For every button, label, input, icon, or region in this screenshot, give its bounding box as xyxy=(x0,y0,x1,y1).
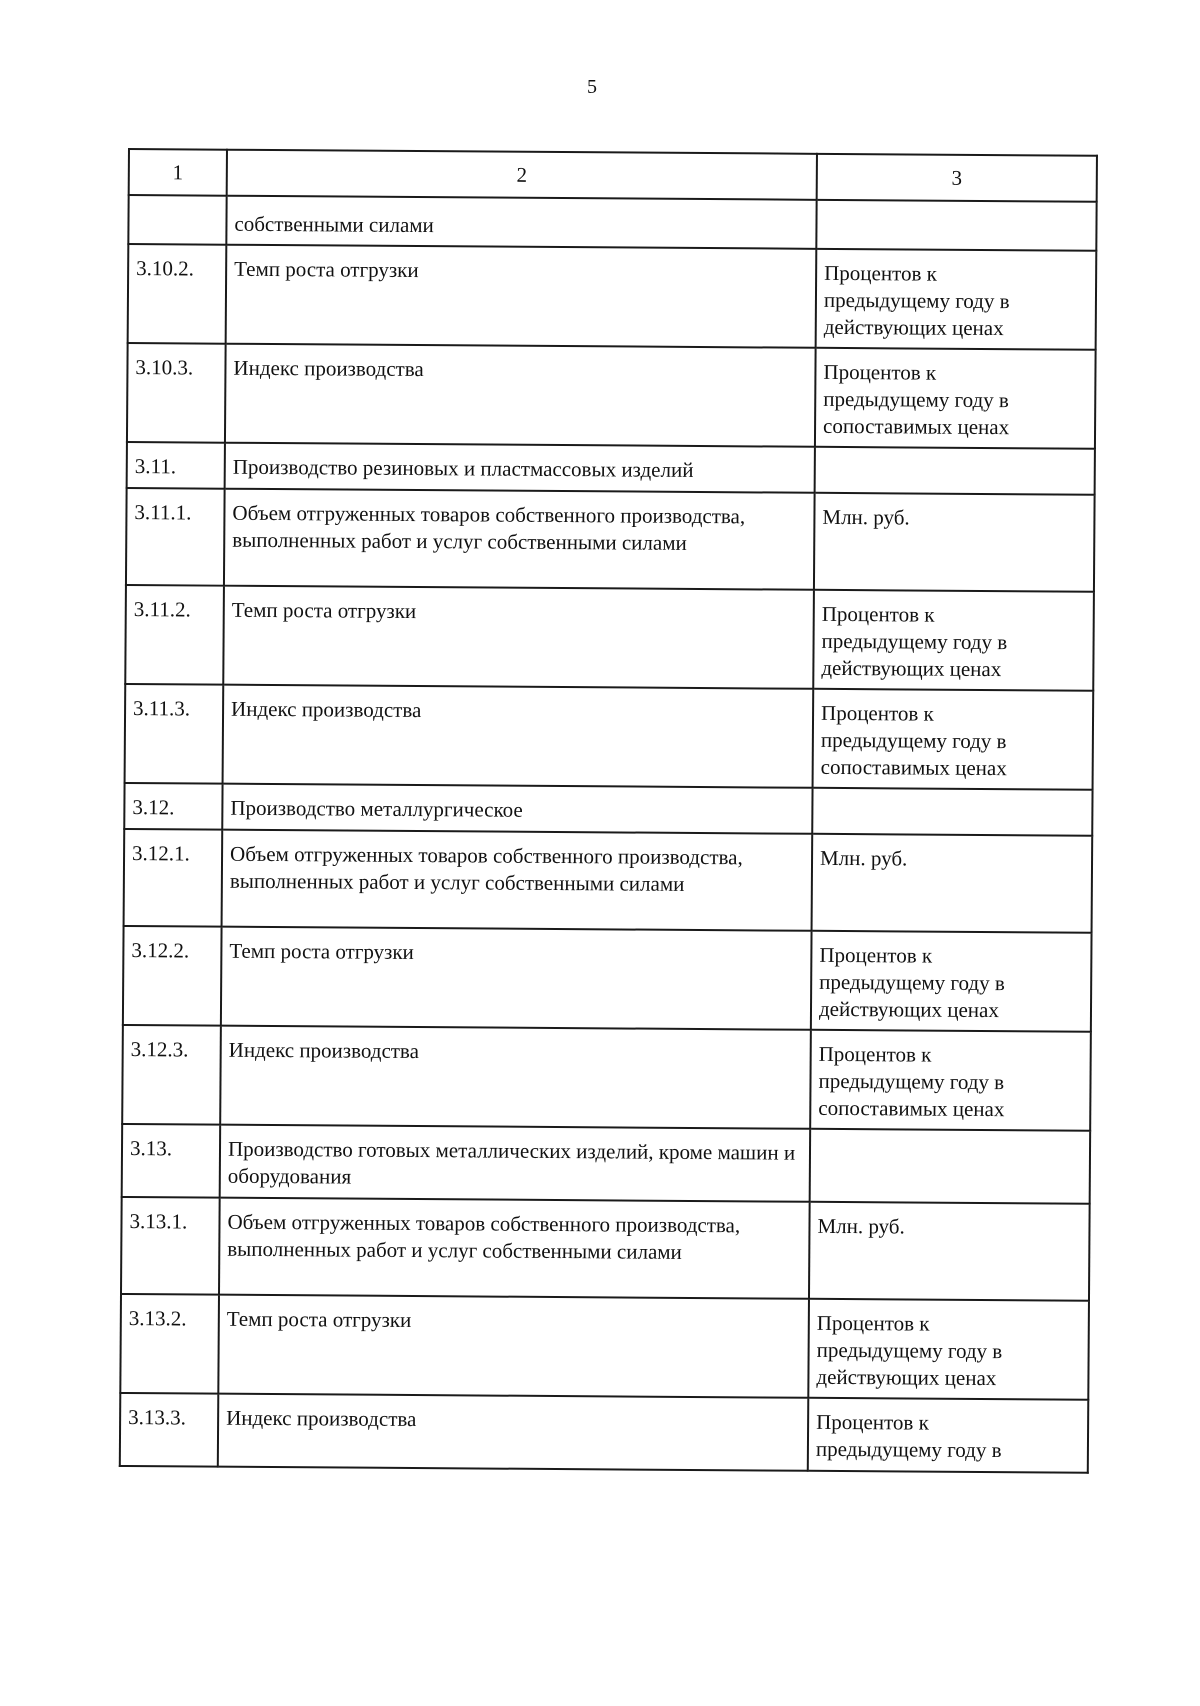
unit-cell xyxy=(813,689,1094,790)
indicator-name-cell: Производство готовых металлических изделий, кроме машин и оборудования xyxy=(220,1125,810,1202)
unit-cell xyxy=(808,1398,1089,1473)
row-number-cell: 3.11.2. xyxy=(125,585,224,685)
unit-cell xyxy=(809,1202,1090,1301)
header-cell-2: 2 xyxy=(227,150,817,200)
row-number-cell: 3.11. xyxy=(127,442,225,489)
indicators-table xyxy=(119,148,1098,1474)
unit-line: предыдущему году в xyxy=(823,287,1010,314)
unit-line: Процентов к xyxy=(818,1041,932,1067)
unit-cell xyxy=(812,788,1092,836)
unit-line: предыдущему году в xyxy=(816,1337,1003,1364)
row-number-cell: 3.13.2. xyxy=(120,1294,219,1394)
row-number-cell: 3.10.2. xyxy=(128,244,227,344)
row-number-cell: 3.11.1. xyxy=(126,488,225,586)
unit-line: предыдущему году в xyxy=(818,1068,1005,1095)
row-number-cell: 3.12.2. xyxy=(123,926,222,1026)
indicator-name-cell: Индекс производства xyxy=(225,344,816,447)
unit-line: Млн. руб. xyxy=(819,845,908,871)
row-number-cell xyxy=(128,195,226,245)
table-row xyxy=(127,343,1096,449)
row-number-cell: 3.12.3. xyxy=(122,1025,221,1125)
table-row xyxy=(125,684,1094,790)
unit-line: действующих ценах xyxy=(823,314,1004,341)
indicator-name-cell: Темп роста отгрузки xyxy=(221,927,812,1030)
table-row xyxy=(122,1025,1091,1131)
header-cell-3: 3 xyxy=(817,154,1097,202)
table-row xyxy=(120,1294,1089,1400)
unit-cell xyxy=(812,834,1093,933)
indicator-name-cell: Производство резиновых и пластмассовых изделий xyxy=(225,443,815,493)
table-row xyxy=(124,829,1093,933)
unit-line: Млн. руб. xyxy=(822,504,910,530)
indicator-name-cell: Темп роста отгрузки xyxy=(226,245,817,348)
unit-line: Процентов к xyxy=(816,1310,930,1336)
indicator-name-cell: Индекс производства xyxy=(218,1394,808,1471)
table-row xyxy=(121,1197,1090,1301)
row-number-cell: 3.11.3. xyxy=(125,684,224,784)
indicator-name-cell: Объем отгруженных товаров собственного производства, выполненных работ и услуг собственными силами xyxy=(224,489,815,590)
unit-cell xyxy=(810,1129,1091,1204)
table-row xyxy=(125,585,1094,691)
unit-line: действующих ценах xyxy=(821,655,1002,682)
unit-line: предыдущему году в xyxy=(823,386,1009,413)
unit-line: Процентов к xyxy=(824,260,937,286)
row-number-cell: 3.12.1. xyxy=(124,829,223,927)
unit-line: предыдущему году в xyxy=(820,727,1007,754)
table-body xyxy=(120,149,1097,1473)
unit-line: Процентов к xyxy=(823,359,937,385)
unit-line: Процентов к xyxy=(821,601,935,627)
row-number-cell: 3.13. xyxy=(122,1124,221,1198)
unit-cell xyxy=(816,200,1096,251)
indicator-name-cell: Темп роста отгрузки xyxy=(223,586,814,689)
table-row xyxy=(128,195,1096,251)
unit-line: Млн. руб. xyxy=(817,1213,905,1239)
table-row xyxy=(124,783,1092,836)
unit-line: Процентов к xyxy=(820,700,934,726)
unit-cell xyxy=(815,447,1095,495)
unit-line: предыдущему году в xyxy=(815,1436,1002,1463)
unit-line: предыдущему году в xyxy=(819,969,1005,996)
indicator-name-cell: Производство металлургическое xyxy=(222,784,812,834)
row-number-cell: 3.10.3. xyxy=(127,343,226,443)
unit-line: действующих ценах xyxy=(816,1364,997,1391)
table-row xyxy=(127,442,1095,495)
unit-cell xyxy=(810,1030,1091,1131)
table-row xyxy=(123,926,1092,1032)
unit-line: сопоставимых ценах xyxy=(818,1095,1005,1122)
unit-line: сопоставимых ценах xyxy=(820,754,1007,781)
row-number-cell: 3.12. xyxy=(124,783,222,830)
unit-cell xyxy=(813,590,1094,691)
unit-cell xyxy=(808,1299,1089,1400)
unit-line: Процентов к xyxy=(819,942,933,968)
table-header-row xyxy=(129,149,1097,202)
unit-line: действующих ценах xyxy=(818,996,999,1023)
table-row xyxy=(120,1393,1088,1473)
table-row xyxy=(128,244,1097,350)
indicator-name-cell: собственными силами xyxy=(226,196,816,249)
table-row xyxy=(126,488,1095,592)
unit-line: Процентов к xyxy=(816,1409,929,1435)
page-number: 5 xyxy=(587,76,597,98)
unit-line: сопоставимых ценах xyxy=(822,413,1010,440)
row-number-cell: 3.13.1. xyxy=(121,1197,220,1295)
indicator-name-cell: Индекс производства xyxy=(220,1026,811,1129)
unit-cell xyxy=(815,348,1096,449)
unit-cell xyxy=(814,493,1095,592)
table-row xyxy=(122,1124,1090,1204)
row-number-cell: 3.13.3. xyxy=(120,1393,219,1467)
indicator-name-cell: Объем отгруженных товаров собственного производства, выполненных работ и услуг собственными силами xyxy=(219,1198,810,1299)
indicator-name-cell: Индекс производства xyxy=(223,685,814,788)
header-cell-1: 1 xyxy=(129,149,227,196)
indicator-name-cell: Темп роста отгрузки xyxy=(218,1295,809,1398)
indicator-name-cell: Объем отгруженных товаров собственного производства, выполненных работ и услуг собственными силами xyxy=(222,830,813,931)
unit-cell xyxy=(816,249,1097,350)
unit-cell xyxy=(811,931,1092,1032)
unit-line: предыдущему году в xyxy=(821,628,1008,655)
